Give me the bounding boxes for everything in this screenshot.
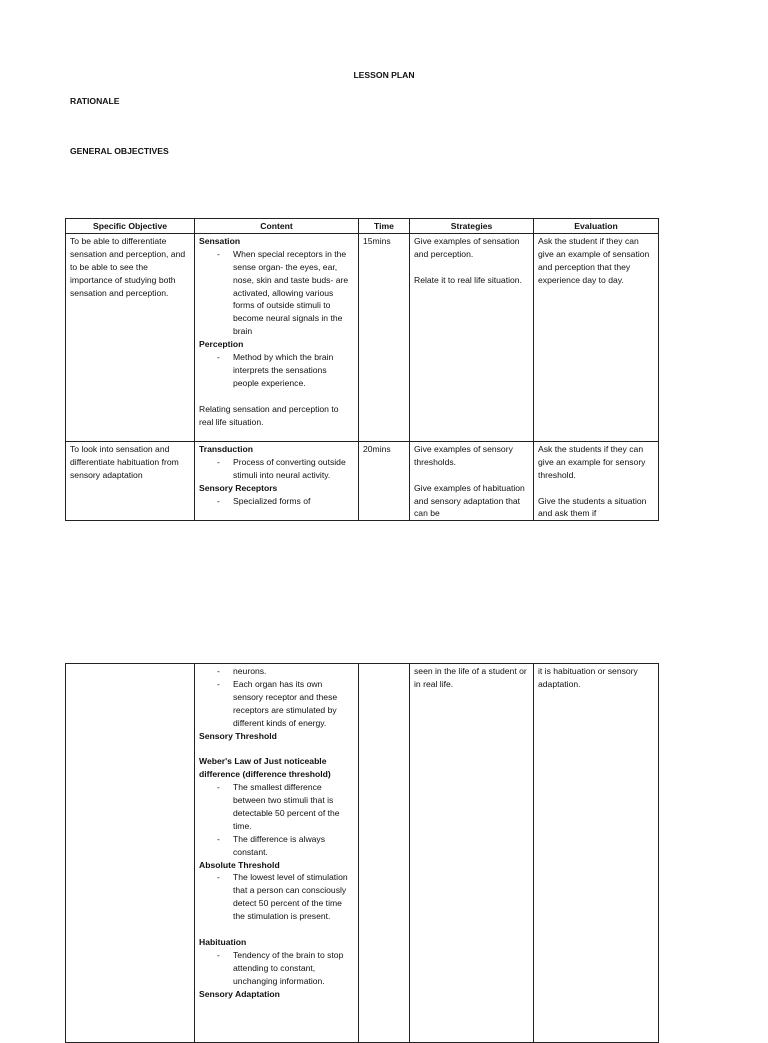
sensory-receptors-item: - Specialized forms of (233, 495, 354, 508)
content-cell (195, 664, 359, 1043)
weber-item: - The difference is always constant. (233, 833, 354, 859)
habituation-item: - Tendency of the brain to stop attending to constant, unchanging information. (233, 949, 354, 988)
time-value: 20mins (363, 443, 391, 454)
rationale-heading: RATIONALE (70, 96, 120, 106)
organ-item: - Each organ has its own sensory receptor and these receptors are stimulated by different kinds of energy. (233, 678, 354, 730)
time-value: 15mins (363, 235, 391, 246)
table-row (66, 664, 659, 1043)
evaluation-text: it is habituation or sensory adaptation. (538, 666, 638, 689)
header-content: Content (195, 219, 359, 234)
transduction-label: Transduction (199, 443, 253, 454)
sensory-adaptation-label: Sensory Adaptation (199, 988, 280, 999)
receptors-item-end: neurons. (233, 666, 267, 676)
perception-label: Perception (199, 339, 244, 350)
sensory-threshold-label: Sensory Threshold (199, 730, 277, 741)
content-cell (195, 233, 359, 441)
time-cell (359, 441, 410, 520)
table-row (66, 441, 659, 520)
lesson-plan-title: LESSON PLAN (353, 70, 415, 80)
strategies-cell (410, 233, 534, 441)
header-specific-objective: Specific Objective (66, 219, 195, 234)
objective-text: To look into sensation and differentiate habituation from sensory adaptation (70, 443, 179, 480)
absolute-threshold-label: Absolute Threshold (199, 859, 280, 870)
absolute-threshold-item: - The lowest level of stimulation that a person can consciously detect 50 percent of the time the stimulation is present. (233, 871, 354, 923)
evaluation-text: Ask the students if they can give an example for sensory threshold. (538, 443, 646, 480)
strategy-text: seen in the life of a student or in real life. (414, 666, 527, 689)
evaluation-text: Ask the student if they can give an example of sensation and perception that they experience day to day. (538, 235, 650, 285)
strategy-text: Give examples of sensory thresholds. (414, 443, 513, 467)
perception-item: - Method by which the brain interprets the sensations people experience. (233, 351, 354, 390)
header-evaluation: Evaluation (534, 219, 659, 234)
lesson-plan-table-continued (65, 663, 659, 1043)
evaluation-text: Give the students a situation and ask them if (538, 495, 647, 519)
sensation-item: - When special receptors in the sense organ- the eyes, ear, nose, skin and taste buds- are activated, allowing various forms of outside stimuli to become neural signals in the brain (233, 248, 354, 338)
transduction-item: - Process of converting outside stimuli into neural activity. (233, 456, 354, 482)
content-cell (195, 441, 359, 520)
relating-text: Relating sensation and perception to real life situation. (199, 403, 339, 427)
table-row (66, 233, 659, 441)
time-cell (359, 233, 410, 441)
lesson-plan-table (65, 218, 659, 521)
general-objectives-heading: GENERAL OBJECTIVES (70, 146, 169, 156)
habituation-label: Habituation (199, 937, 247, 947)
sensory-receptors-label: Sensory Receptors (199, 482, 278, 493)
webers-law-label: Weber's Law of Just noticeable difference (difference threshold) (199, 756, 331, 780)
objective-cell (66, 441, 195, 520)
header-strategies: Strategies (410, 219, 534, 234)
strategy-text: Give examples of habituation and sensory adaptation that can be (414, 482, 525, 519)
objective-cell (66, 664, 195, 1043)
strategies-cell (410, 441, 534, 520)
evaluation-cell (534, 233, 659, 441)
table-header-row (66, 219, 659, 234)
weber-item: - The smallest difference between two stimuli that is detectable 50 percent of the time. (233, 781, 354, 833)
sensation-label: Sensation (199, 235, 241, 246)
sensory-receptors-item-cont (233, 665, 354, 678)
strategies-cell (410, 664, 534, 1043)
time-cell (359, 664, 410, 1043)
strategy-text: Relate it to real life situation. (414, 274, 522, 285)
header-time: Time (359, 219, 410, 234)
strategy-text: Give examples of sensation and perception. (414, 235, 520, 259)
objective-cell (66, 233, 195, 441)
evaluation-cell (534, 664, 659, 1043)
evaluation-cell (534, 441, 659, 520)
objective-text: To be able to differentiate sensation and perception, and to be able to see the importance of studying both sensation and perception. (70, 235, 186, 298)
